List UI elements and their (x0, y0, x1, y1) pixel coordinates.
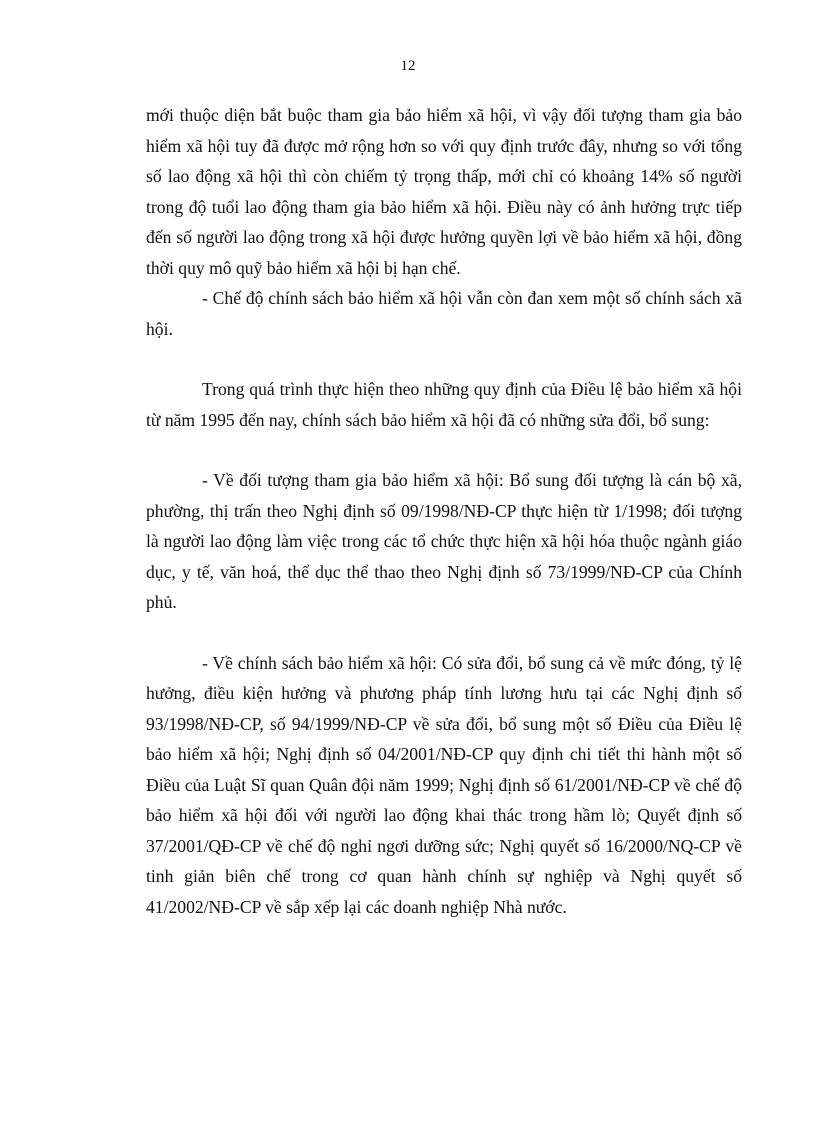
document-body (146, 100, 742, 922)
paragraph-continuation: mới thuộc diện bắt buộc tham gia bảo hiểm xã hội, vì vậy đối tượng tham gia bảo hiểm xã hội tuy đã được mở rộng hơn so với quy định trước đây, nhưng so với tổng số lao động xã hội thì còn chiếm tỷ trọng thấp, mới chỉ có khoảng 14% số người trong độ tuổi lao động tham gia bảo hiểm xã hội. Điều này có ảnh hưởng trực tiếp đến số người lao động trong xã hội được hưởng quyền lợi về bảo hiểm xã hội, đồng thời quy mô quỹ bảo hiểm xã hội bị hạn chế. (146, 105, 742, 278)
paragraph-policy-overlap: - Chế độ chính sách bảo hiểm xã hội vẫn còn đan xem một số chính sách xã hội. (146, 288, 742, 339)
paragraph-policy-changes: - Về chính sách bảo hiểm xã hội: Có sửa đổi, bổ sung cả về mức đóng, tỷ lệ hưởng, điều kiện hưởng và phương pháp tính lương hưu tại các Nghị định số 93/1998/NĐ-CP, số 94/1999/NĐ-CP về sửa đổi, bổ sung một số Điều của Điều lệ bảo hiểm xã hội; Nghị định số 04/2001/NĐ-CP quy định chi tiết thi hành một số Điều của Luật Sĩ quan Quân đội năm 1999; Nghị định số 61/2001/NĐ-CP về chế độ bảo hiểm xã hội đối với người lao động khai thác trong hầm lò; Quyết định số 37/2001/QĐ-CP về chế độ nghỉ ngơi dưỡng sức; Nghị quyết số 16/2000/NQ-CP về tinh giản biên chế trong cơ quan hành chính sự nghiệp và Nghị quyết số 41/2002/NĐ-CP về sắp xếp lại các doanh nghiệp Nhà nước. (146, 652, 742, 917)
paragraph-amendments-intro: Trong quá trình thực hiện theo những quy định của Điều lệ bảo hiểm xã hội từ năm 1995 đến nay, chính sách bảo hiểm xã hội đã có những sửa đổi, bổ sung: (146, 379, 742, 430)
paragraph-participants: - Về đối tượng tham gia bảo hiểm xã hội: Bổ sung đối tượng là cán bộ xã, phường, thị trấn theo Nghị định số 09/1998/NĐ-CP thực hiện từ 1/1998; đối tượng là người lao động làm việc trong các tổ chức thực hiện xã hội hóa thuộc ngành giáo dục, y tế, văn hoá, thể dục thể thao theo Nghị định số 73/1999/NĐ-CP của Chính phủ. (146, 470, 742, 612)
page-number: 12 (400, 58, 416, 74)
